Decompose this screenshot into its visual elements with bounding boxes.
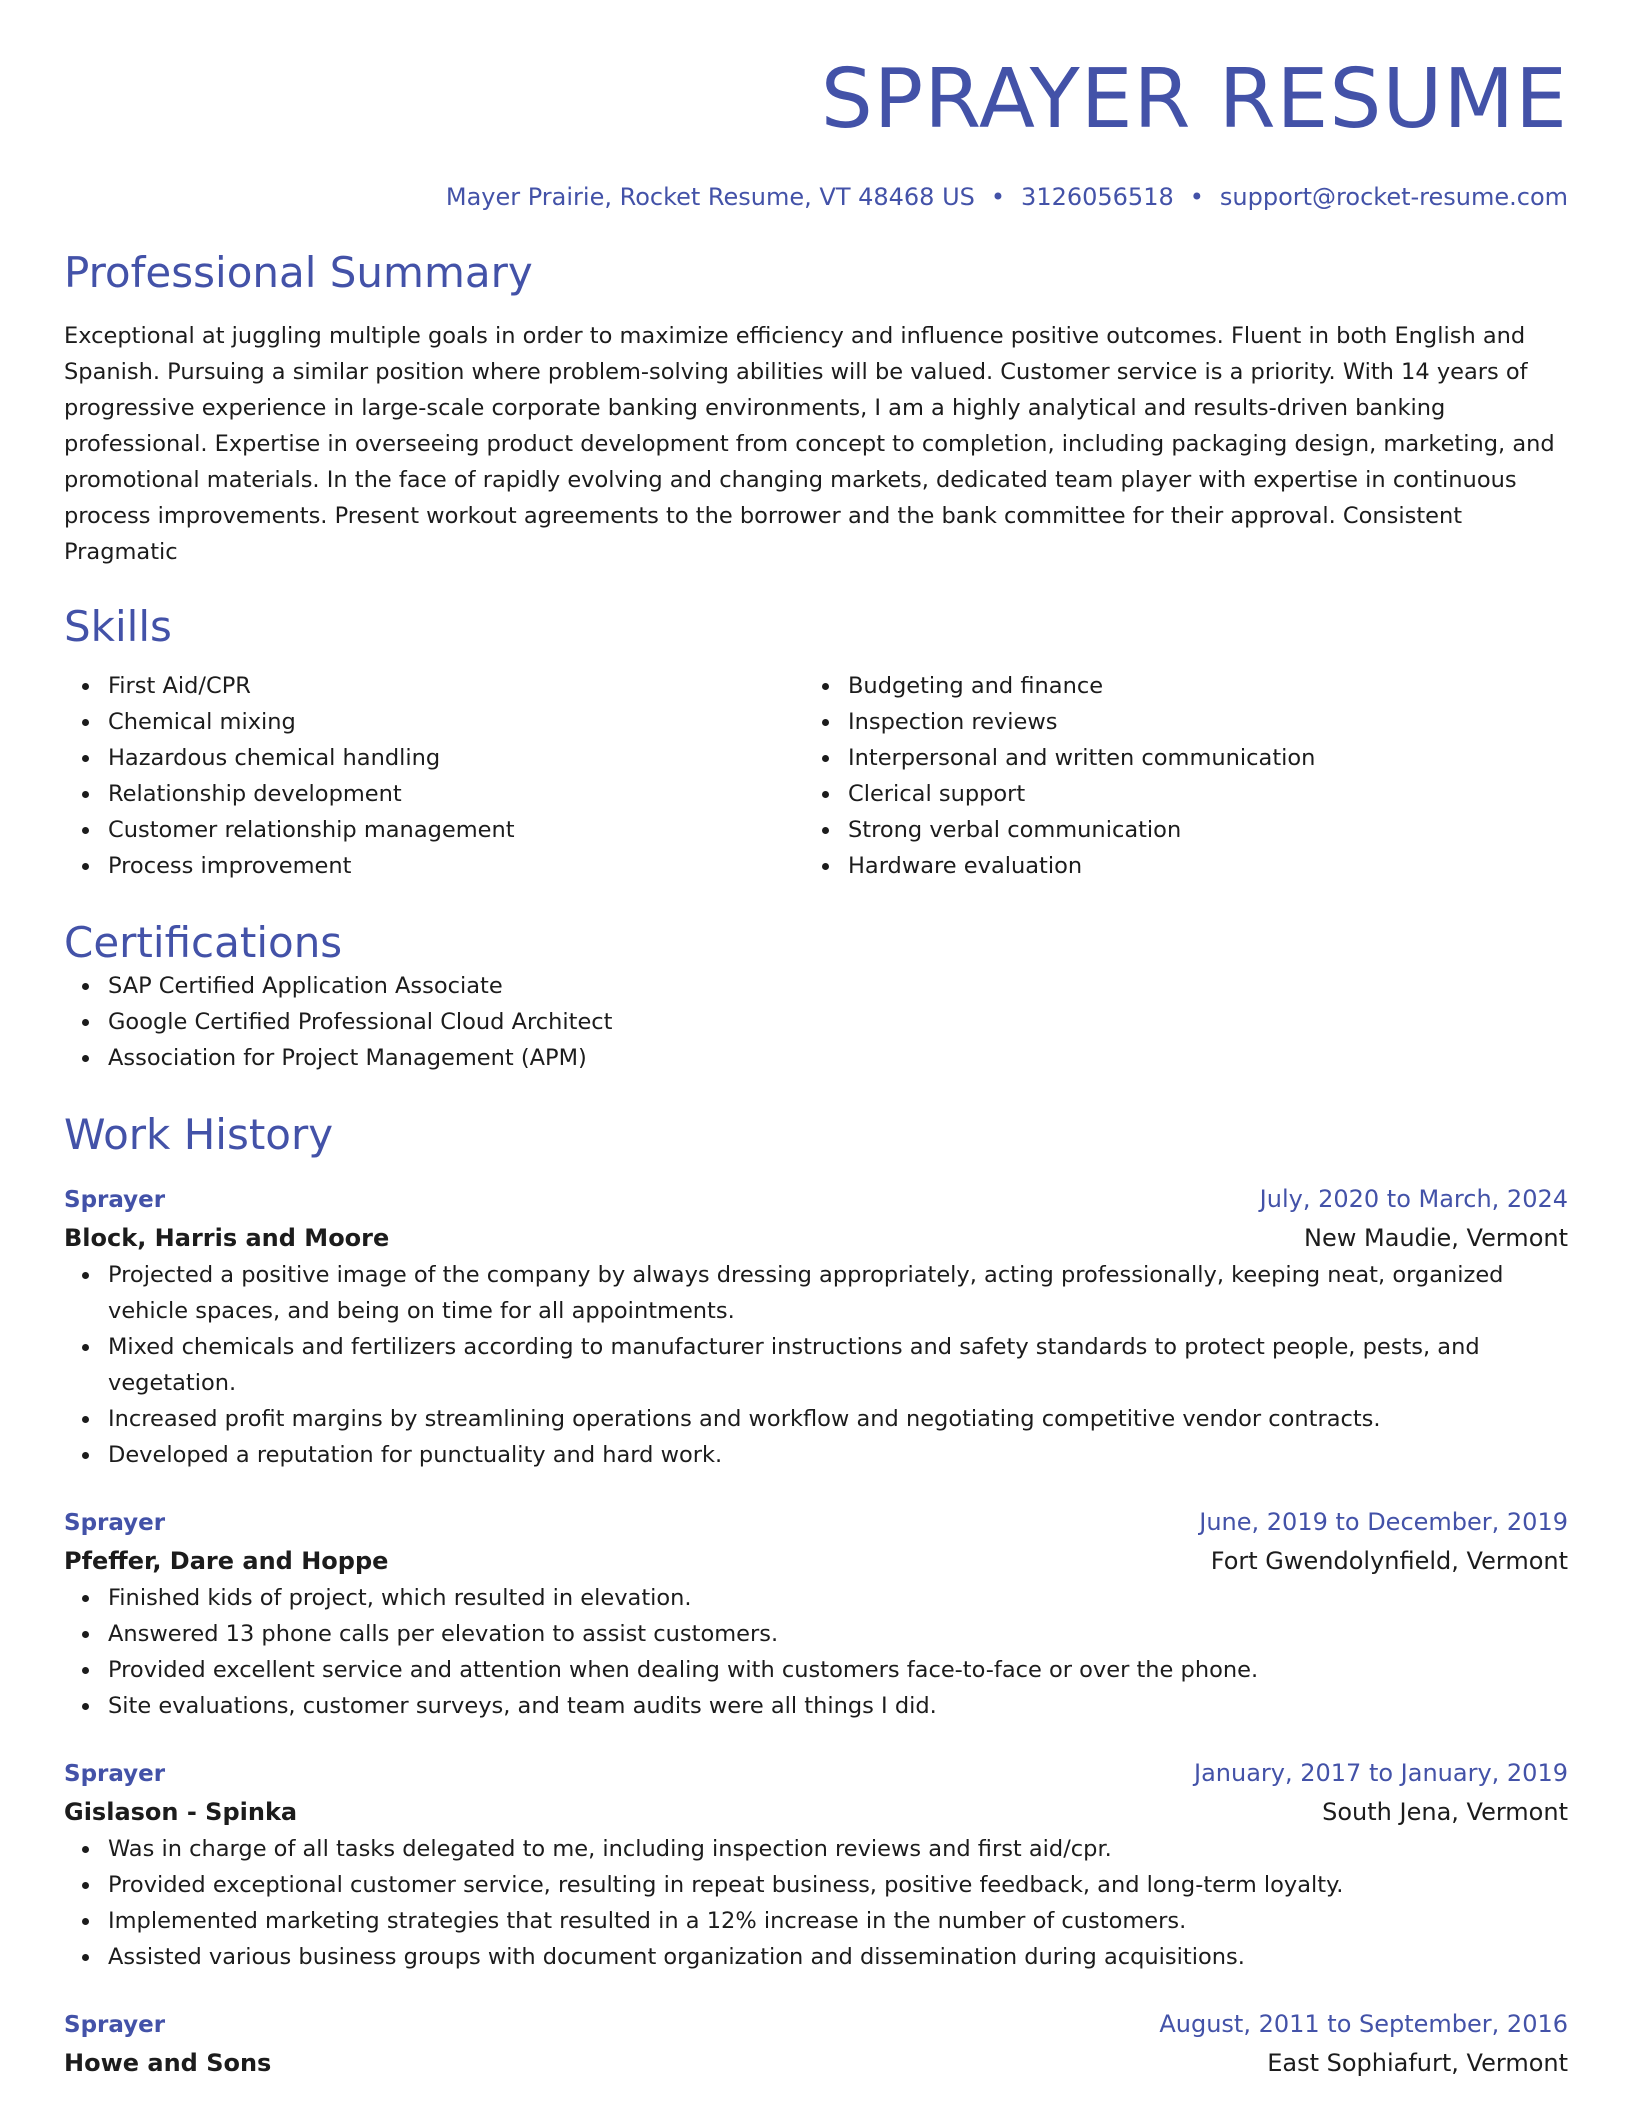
skills-list-right xyxy=(804,668,1544,884)
job-company-row xyxy=(64,1793,1568,1831)
contact-address: Mayer Prairie, Rocket Resume, VT 48468 US xyxy=(445,183,975,211)
certifications-heading: Certifications xyxy=(64,918,343,967)
skill-item: First Aid/CPR xyxy=(64,668,804,704)
summary-text: Exceptional at juggling multiple goals in order to maximize efficiency and influence positive outcomes. Fluent in both English and Spanish. Pursuing a similar position where problem-solving abilities will be valued. Customer service is a priority. With 14 years of progressive experience in large-scale corporate banking environments, I am a highly analytical and results-driven banking professional. Expertise in overseeing product development from concept to completion, including packaging design, marketing, and promotional materials. In the face of rapidly evolving and changing markets, dedicated team player with expertise in continuous process improvements. Present workout agreements to the borrower and the bank committee for their approval. Consistent Pragmatic xyxy=(64,323,1555,565)
skill-item: Inspection reviews xyxy=(804,704,1544,740)
skill-item: Hazardous chemical handling xyxy=(64,740,804,776)
contact-separator: • xyxy=(990,183,1006,211)
job-entry xyxy=(64,1180,1568,1473)
job-title: Sprayer xyxy=(64,1510,166,1536)
job-title: Sprayer xyxy=(64,1761,166,1787)
skills-grid xyxy=(64,668,1568,884)
job-header-row xyxy=(64,1180,1568,1219)
certification-item: Google Certified Professional Cloud Architect xyxy=(64,1004,1568,1040)
skills-column-left xyxy=(64,668,804,884)
skill-item: Process improvement xyxy=(64,848,804,884)
job-bullet-list xyxy=(64,1580,1568,1724)
job-bullet: Was in charge of all tasks delegated to me, including inspection reviews and first aid/cpr. xyxy=(64,1831,1568,1867)
job-company-row xyxy=(64,1219,1568,1257)
job-company: Gislason - Spinka xyxy=(64,1798,298,1826)
job-location: East Sophiafurt, Vermont xyxy=(1267,2049,1568,2077)
job-bullet: Increased profit margins by streamlining operations and workflow and negotiating competitive vendor contracts. xyxy=(64,1401,1568,1437)
job-company-row xyxy=(64,2044,1568,2082)
job-bullet: Developed a reputation for punctuality and hard work. xyxy=(64,1437,1568,1473)
job-bullet: Implemented marketing strategies that resulted in a 12% increase in the number of customers. xyxy=(64,1903,1568,1939)
skill-item: Clerical support xyxy=(804,776,1544,812)
job-bullet-list xyxy=(64,1831,1568,1975)
job-entry xyxy=(64,1503,1568,1724)
job-dates: August, 2011 to September, 2016 xyxy=(1159,2010,1568,2038)
skill-item: Relationship development xyxy=(64,776,804,812)
job-location: South Jena, Vermont xyxy=(1322,1798,1568,1826)
job-company: Pfeffer, Dare and Hoppe xyxy=(64,1547,389,1575)
job-title: Sprayer xyxy=(64,1187,166,1213)
job-bullet: Mixed chemicals and fertilizers according to manufacturer instructions and safety standards to protect people, pests, and vegetation. xyxy=(64,1329,1568,1401)
job-dates: January, 2017 to January, 2019 xyxy=(1194,1759,1568,1787)
skills-list-left xyxy=(64,668,804,884)
skill-item: Budgeting and finance xyxy=(804,668,1544,704)
job-bullet: Projected a positive image of the company by always dressing appropriately, acting professionally, keeping neat, organized vehicle spaces, and being on time for all appointments. xyxy=(64,1257,1568,1329)
job-bullet: Provided excellent service and attention when dealing with customers face-to-face or over the phone. xyxy=(64,1652,1568,1688)
job-entry xyxy=(64,2005,1568,2082)
job-bullet: Site evaluations, customer surveys, and team audits were all things I did. xyxy=(64,1688,1568,1724)
skills-column-right xyxy=(804,668,1544,884)
resume-header xyxy=(64,52,1568,212)
job-title: Sprayer xyxy=(64,2012,166,2038)
job-dates: June, 2019 to December, 2019 xyxy=(1199,1508,1568,1536)
job-company: Block, Harris and Moore xyxy=(64,1224,390,1252)
skill-item: Interpersonal and written communication xyxy=(804,740,1544,776)
skill-item: Customer relationship management xyxy=(64,812,804,848)
work-history-heading: Work History xyxy=(64,1110,334,1159)
job-location: Fort Gwendolynfield, Vermont xyxy=(1210,1547,1568,1575)
certification-item: SAP Certified Application Associate xyxy=(64,968,1568,1004)
job-bullet: Answered 13 phone calls per elevation to assist customers. xyxy=(64,1616,1568,1652)
job-entry xyxy=(64,1754,1568,1975)
job-header-row xyxy=(64,1754,1568,1793)
job-company-row xyxy=(64,1542,1568,1580)
contact-line xyxy=(64,182,1568,212)
job-location: New Maudie, Vermont xyxy=(1304,1224,1568,1252)
job-header-row xyxy=(64,2005,1568,2044)
job-bullet-list xyxy=(64,1257,1568,1473)
summary-heading: Professional Summary xyxy=(64,248,533,297)
job-header-row xyxy=(64,1503,1568,1542)
certifications-list xyxy=(64,968,1568,1076)
skill-item: Chemical mixing xyxy=(64,704,804,740)
resume-name: SPRAYER RESUME xyxy=(820,52,1568,147)
skill-item: Strong verbal communication xyxy=(804,812,1544,848)
job-dates: July, 2020 to March, 2024 xyxy=(1259,1185,1568,1213)
job-bullet: Assisted various business groups with document organization and dissemination during acquisitions. xyxy=(64,1939,1568,1975)
job-bullet: Finished kids of project, which resulted in elevation. xyxy=(64,1580,1568,1616)
contact-email[interactable]: support@rocket-resume.com xyxy=(1219,183,1568,211)
contact-separator: • xyxy=(1189,183,1204,211)
certification-item: Association for Project Management (APM) xyxy=(64,1040,1568,1076)
contact-phone: 3126056518 xyxy=(1021,183,1174,211)
skill-item: Hardware evaluation xyxy=(804,848,1544,884)
job-company: Howe and Sons xyxy=(64,2049,272,2077)
skills-heading: Skills xyxy=(64,602,172,651)
job-bullet: Provided exceptional customer service, resulting in repeat business, positive feedback, and long-term loyalty. xyxy=(64,1867,1568,1903)
